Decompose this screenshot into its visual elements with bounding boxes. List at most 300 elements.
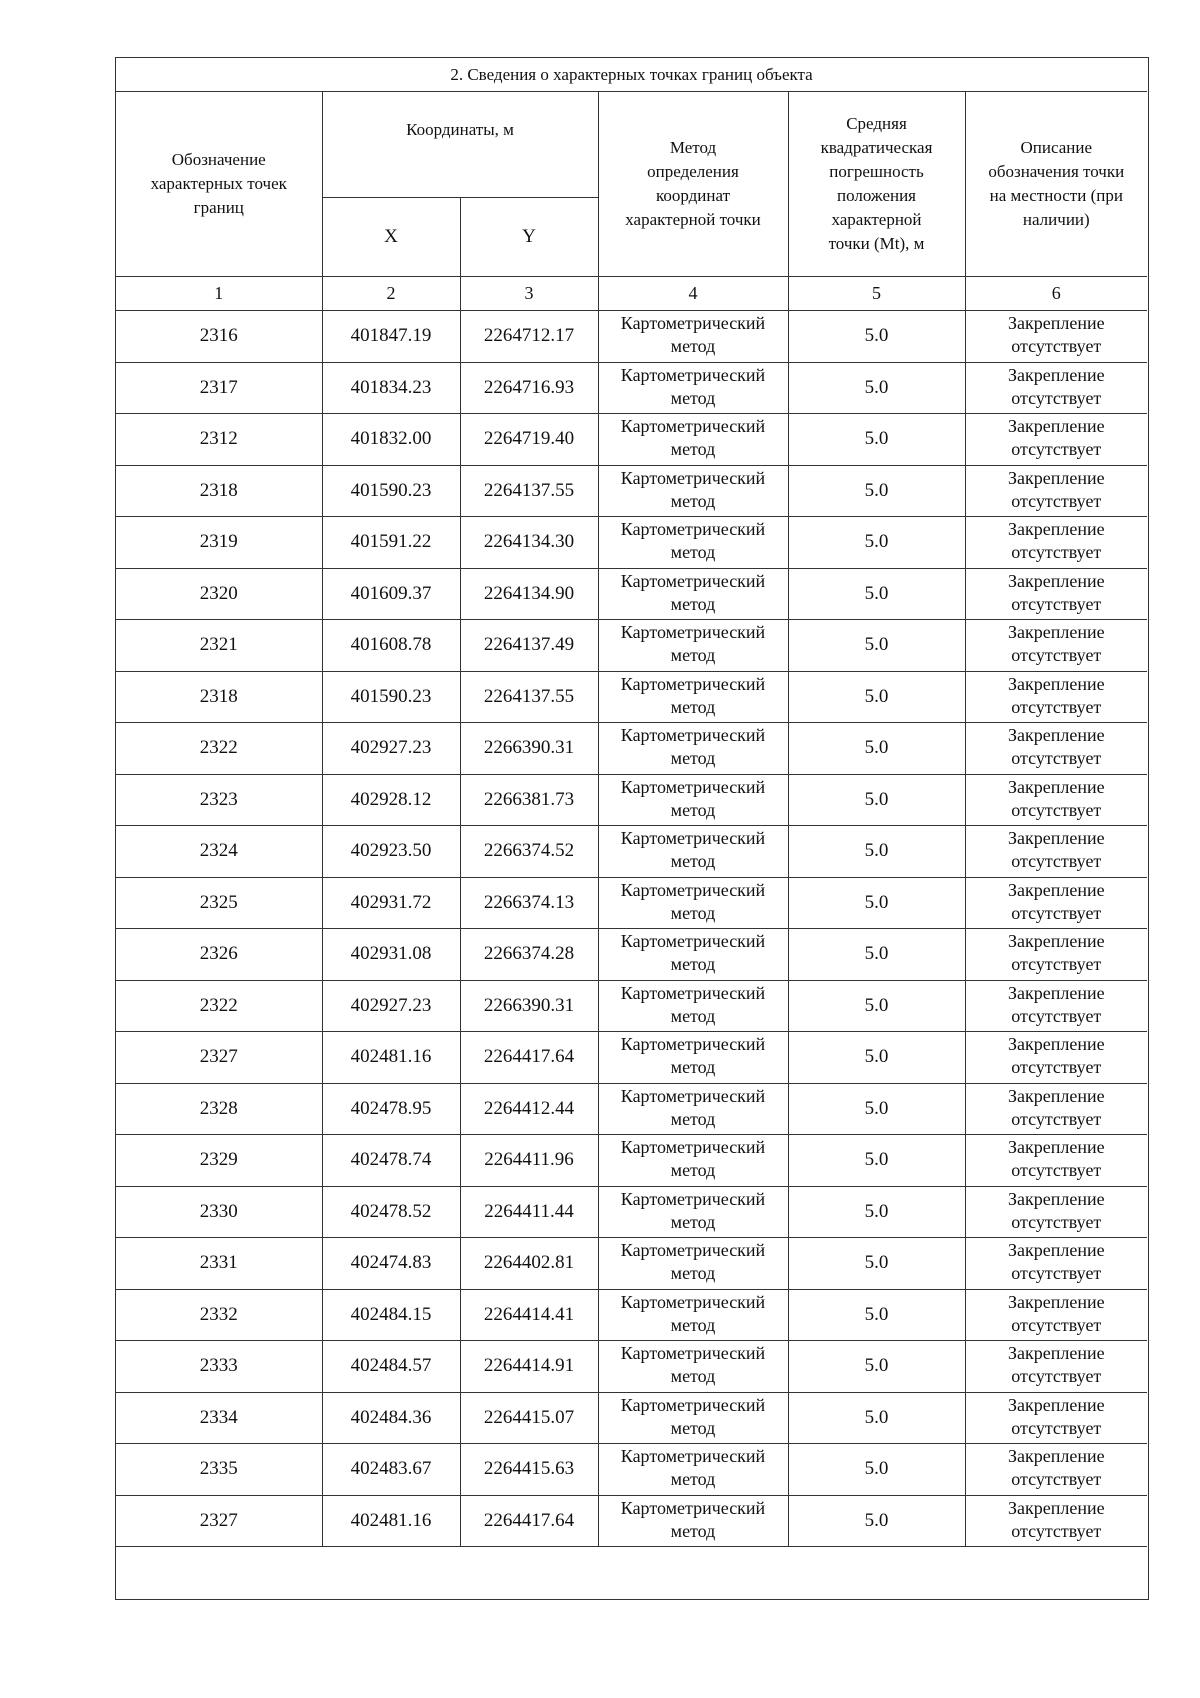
description-cell-line: Закрепление (1007, 1240, 1105, 1260)
accuracy-cell: 5.0 (788, 465, 965, 517)
description-cell-line: отсутствует (1011, 1469, 1102, 1489)
accuracy-cell: 5.0 (788, 980, 965, 1032)
point-number: 2317 (116, 362, 322, 414)
header-description-line: наличии) (1022, 210, 1090, 229)
description-cell-line: отсутствует (1011, 1005, 1102, 1026)
coordinate-x: 401609.37 (322, 568, 460, 620)
coordinate-y: 2264716.93 (460, 362, 598, 414)
table-row (116, 671, 1147, 723)
description-cell (965, 1083, 1147, 1135)
table-row (116, 980, 1147, 1032)
method-cell-line: Картометрический (620, 1034, 766, 1054)
description-cell-line: отсутствует (1011, 954, 1102, 974)
method-cell (598, 620, 788, 672)
coordinate-x: 401590.23 (322, 465, 460, 517)
description-cell-line: отсутствует (1011, 1366, 1102, 1386)
method-cell-line: метод (670, 851, 716, 871)
method-cell-line: метод (670, 1520, 716, 1541)
description-cell-line: Закрепление (1007, 828, 1105, 848)
description-cell-line: отсутствует (1011, 1108, 1102, 1129)
description-cell-line: отсутствует (1011, 1211, 1102, 1232)
method-cell-line: метод (670, 902, 716, 923)
point-number: 2326 (116, 929, 322, 981)
header-coordinates: Координаты, м (322, 92, 598, 198)
method-cell-line: Картометрический (620, 673, 766, 694)
coordinate-y: 2266390.31 (460, 980, 598, 1032)
method-cell-line: Картометрический (620, 570, 766, 591)
description-cell (965, 311, 1147, 363)
description-cell-line: Закрепление (1007, 519, 1105, 539)
description-cell-line: Закрепление (1007, 364, 1105, 385)
point-number: 2320 (116, 568, 322, 620)
method-cell-line: метод (670, 387, 716, 408)
point-number: 2312 (116, 414, 322, 466)
coordinate-y: 2264719.40 (460, 414, 598, 466)
description-cell (965, 1032, 1147, 1084)
method-cell-line: метод (670, 954, 716, 974)
accuracy-cell: 5.0 (788, 1083, 965, 1135)
point-number: 2333 (116, 1341, 322, 1393)
method-cell (598, 877, 788, 929)
table-row (116, 362, 1147, 414)
point-number: 2324 (116, 826, 322, 878)
description-cell-line: отсутствует (1011, 1314, 1102, 1335)
method-cell-line: Картометрический (620, 828, 766, 848)
coordinate-y: 2264414.91 (460, 1341, 598, 1393)
method-cell (598, 1444, 788, 1496)
header-description (965, 92, 1147, 277)
description-cell (965, 1495, 1147, 1547)
table-row (116, 877, 1147, 929)
header-x: X (322, 198, 460, 277)
method-cell-line: Картометрический (620, 364, 766, 385)
description-cell-line: Закрепление (1007, 1291, 1105, 1312)
coordinate-y: 2264134.30 (460, 517, 598, 569)
coordinate-x: 401608.78 (322, 620, 460, 672)
description-cell-line: отсутствует (1011, 336, 1102, 356)
description-cell (965, 1341, 1147, 1393)
coordinate-x: 402483.67 (322, 1444, 460, 1496)
method-cell (598, 517, 788, 569)
accuracy-cell: 5.0 (788, 1341, 965, 1393)
header-row (116, 92, 1147, 198)
accuracy-cell: 5.0 (788, 362, 965, 414)
coordinate-x: 401590.23 (322, 671, 460, 723)
accuracy-cell: 5.0 (788, 1186, 965, 1238)
coordinate-y: 2264411.96 (460, 1135, 598, 1187)
coordinate-y: 2264137.55 (460, 465, 598, 517)
table-body (116, 311, 1147, 1547)
column-number: 6 (965, 277, 1147, 311)
header-designation (116, 92, 322, 277)
point-number: 2334 (116, 1392, 322, 1444)
method-cell-line: метод (670, 1263, 716, 1283)
method-cell-line: метод (670, 542, 716, 562)
description-cell-line: отсутствует (1011, 542, 1102, 562)
description-cell-line: отсутствует (1011, 902, 1102, 923)
description-cell-line: отсутствует (1011, 1417, 1102, 1438)
method-cell-line: метод (670, 1160, 716, 1180)
description-cell (965, 517, 1147, 569)
method-cell-line: Картометрический (620, 725, 766, 745)
method-cell-line: Картометрический (620, 1240, 766, 1260)
method-cell (598, 465, 788, 517)
coordinate-y: 2264415.07 (460, 1392, 598, 1444)
description-cell-line: Закрепление (1007, 1446, 1105, 1466)
description-cell-line: Закрепление (1007, 313, 1105, 333)
header-method-line: координат (655, 186, 731, 205)
method-cell-line: метод (670, 1211, 716, 1232)
table-row (116, 929, 1147, 981)
method-cell-line: метод (670, 645, 716, 665)
table-row (116, 517, 1147, 569)
coordinate-y: 2264415.63 (460, 1444, 598, 1496)
point-number: 2328 (116, 1083, 322, 1135)
description-cell-line: отсутствует (1011, 1263, 1102, 1283)
table-row (116, 1186, 1147, 1238)
table-row (116, 1341, 1147, 1393)
method-cell-line: Картометрический (620, 1137, 766, 1157)
header-accuracy-line: Средняя (846, 114, 907, 133)
description-cell-line: Закрепление (1007, 1394, 1105, 1415)
accuracy-cell: 5.0 (788, 517, 965, 569)
method-cell-line: Картометрический (620, 1188, 766, 1209)
description-cell-line: отсутствует (1011, 490, 1102, 511)
accuracy-cell: 5.0 (788, 414, 965, 466)
description-cell-line: отсутствует (1011, 799, 1102, 820)
table-caption: 2. Сведения о характерных точках границ объекта (116, 58, 1147, 92)
method-cell (598, 414, 788, 466)
header-accuracy (788, 92, 965, 277)
method-cell-line: Картометрический (620, 1446, 766, 1466)
method-cell (598, 671, 788, 723)
description-cell-line: отсутствует (1011, 387, 1102, 408)
description-cell-line: Закрепление (1007, 776, 1105, 797)
method-cell (598, 826, 788, 878)
coordinate-x: 401591.22 (322, 517, 460, 569)
description-cell (965, 1392, 1147, 1444)
header-designation-line: границ (193, 198, 244, 217)
header-method-line: Метод (669, 138, 717, 157)
coordinate-x: 402478.74 (322, 1135, 460, 1187)
coordinate-y: 2264414.41 (460, 1289, 598, 1341)
accuracy-cell: 5.0 (788, 620, 965, 672)
description-cell (965, 826, 1147, 878)
table-row (116, 1032, 1147, 1084)
column-number: 2 (322, 277, 460, 311)
point-number: 2332 (116, 1289, 322, 1341)
description-cell-line: отсутствует (1011, 1057, 1102, 1077)
method-cell (598, 568, 788, 620)
method-cell-line: Картометрический (620, 1085, 766, 1106)
method-cell-line: метод (670, 1108, 716, 1129)
method-cell-line: метод (670, 1469, 716, 1489)
coordinate-y: 2264137.49 (460, 620, 598, 672)
method-cell-line: Картометрический (620, 1291, 766, 1312)
coordinate-x: 402484.57 (322, 1341, 460, 1393)
method-cell (598, 1083, 788, 1135)
description-cell-line: Закрепление (1007, 673, 1105, 694)
description-cell-line: Закрепление (1007, 1085, 1105, 1106)
description-cell-line: отсутствует (1011, 593, 1102, 614)
header-accuracy-line: квадратическая (820, 138, 933, 157)
table-row (116, 1289, 1147, 1341)
method-cell-line: метод (670, 1417, 716, 1438)
coordinate-x: 402478.52 (322, 1186, 460, 1238)
accuracy-cell: 5.0 (788, 1135, 965, 1187)
description-cell-line: Закрепление (1007, 622, 1105, 642)
point-number: 2323 (116, 774, 322, 826)
description-cell-line: Закрепление (1007, 570, 1105, 591)
description-cell-line: Закрепление (1007, 982, 1105, 1003)
table-row (116, 568, 1147, 620)
description-cell (965, 877, 1147, 929)
method-cell-line: метод (670, 593, 716, 614)
description-cell (965, 362, 1147, 414)
header-accuracy-line: точки (Mt), м (828, 234, 925, 253)
method-cell-line: Картометрический (620, 776, 766, 797)
table-row (116, 1135, 1147, 1187)
description-cell-line: отсутствует (1011, 439, 1102, 459)
description-cell (965, 1289, 1147, 1341)
coordinate-x: 402478.95 (322, 1083, 460, 1135)
table-row (116, 311, 1147, 363)
description-cell-line: Закрепление (1007, 1137, 1105, 1157)
description-cell (965, 1238, 1147, 1290)
column-number: 5 (788, 277, 965, 311)
method-cell (598, 723, 788, 775)
description-cell (965, 465, 1147, 517)
point-number: 2327 (116, 1032, 322, 1084)
table-row (116, 1495, 1147, 1547)
description-cell-line: отсутствует (1011, 696, 1102, 717)
method-cell-line: метод (670, 336, 716, 356)
method-cell (598, 311, 788, 363)
accuracy-cell: 5.0 (788, 774, 965, 826)
method-cell-line: метод (670, 1057, 716, 1077)
point-number: 2318 (116, 671, 322, 723)
description-cell-line: отсутствует (1011, 851, 1102, 871)
point-number: 2322 (116, 980, 322, 1032)
table-row (116, 826, 1147, 878)
method-cell-line: Картометрический (620, 1394, 766, 1415)
description-cell-line: Закрепление (1007, 1343, 1105, 1363)
table-row (116, 1444, 1147, 1496)
method-cell-line: Картометрический (620, 879, 766, 900)
method-cell-line: Картометрический (620, 416, 766, 436)
header-y: Y (460, 198, 598, 277)
column-number: 3 (460, 277, 598, 311)
method-cell (598, 1495, 788, 1547)
accuracy-cell: 5.0 (788, 1392, 965, 1444)
method-cell-line: Картометрический (620, 519, 766, 539)
accuracy-cell: 5.0 (788, 671, 965, 723)
coordinate-y: 2264412.44 (460, 1083, 598, 1135)
coordinate-y: 2266374.28 (460, 929, 598, 981)
method-cell (598, 980, 788, 1032)
coordinate-y: 2266390.31 (460, 723, 598, 775)
header-description-line: обозначения точки (988, 162, 1125, 181)
method-cell-line: метод (670, 748, 716, 768)
coordinate-y: 2264417.64 (460, 1495, 598, 1547)
column-number: 4 (598, 277, 788, 311)
point-number: 2329 (116, 1135, 322, 1187)
coordinate-x: 401834.23 (322, 362, 460, 414)
description-cell (965, 723, 1147, 775)
description-cell-line: Закрепление (1007, 1188, 1105, 1209)
method-cell (598, 1289, 788, 1341)
header-description-line: Описание (1020, 138, 1093, 157)
document-sheet (115, 57, 1149, 1600)
point-number: 2318 (116, 465, 322, 517)
header-accuracy-line: положения (836, 186, 916, 205)
description-cell (965, 1444, 1147, 1496)
coordinate-x: 401832.00 (322, 414, 460, 466)
description-cell-line: Закрепление (1007, 416, 1105, 436)
description-cell (965, 414, 1147, 466)
coordinate-y: 2266374.52 (460, 826, 598, 878)
method-cell-line: Картометрический (620, 1343, 766, 1363)
table-row (116, 465, 1147, 517)
column-numbers-row (116, 277, 1147, 311)
point-number: 2327 (116, 1495, 322, 1547)
coordinate-x: 402931.08 (322, 929, 460, 981)
coordinate-y: 2264417.64 (460, 1032, 598, 1084)
method-cell (598, 1392, 788, 1444)
point-number: 2325 (116, 877, 322, 929)
method-cell-line: Картометрический (620, 931, 766, 951)
header-description-line: на местности (при (989, 186, 1123, 205)
description-cell (965, 671, 1147, 723)
coordinate-y: 2264411.44 (460, 1186, 598, 1238)
coordinate-x: 402931.72 (322, 877, 460, 929)
accuracy-cell: 5.0 (788, 723, 965, 775)
header-method-line: характерной точки (625, 210, 761, 229)
coordinate-x: 402928.12 (322, 774, 460, 826)
description-cell-line: отсутствует (1011, 1520, 1102, 1541)
description-cell (965, 568, 1147, 620)
table-caption-row (116, 58, 1147, 92)
point-number: 2322 (116, 723, 322, 775)
description-cell-line: Закрепление (1007, 467, 1105, 488)
method-cell-line: Картометрический (620, 313, 766, 333)
description-cell (965, 774, 1147, 826)
coordinate-x: 402484.36 (322, 1392, 460, 1444)
method-cell (598, 1238, 788, 1290)
table-row (116, 620, 1147, 672)
method-cell-line: метод (670, 1005, 716, 1026)
point-number: 2330 (116, 1186, 322, 1238)
description-cell (965, 1186, 1147, 1238)
method-cell-line: метод (670, 490, 716, 511)
header-method-line: определения (647, 162, 739, 181)
column-number: 1 (116, 277, 322, 311)
coordinate-y: 2264134.90 (460, 568, 598, 620)
method-cell-line: Картометрический (620, 622, 766, 642)
coordinate-x: 402484.15 (322, 1289, 460, 1341)
method-cell (598, 929, 788, 981)
header-method (598, 92, 788, 277)
coordinate-x: 402923.50 (322, 826, 460, 878)
coordinate-y: 2264137.55 (460, 671, 598, 723)
accuracy-cell: 5.0 (788, 311, 965, 363)
description-cell (965, 980, 1147, 1032)
method-cell (598, 774, 788, 826)
description-cell (965, 620, 1147, 672)
method-cell (598, 362, 788, 414)
coordinate-x: 402481.16 (322, 1495, 460, 1547)
coordinate-x: 402474.83 (322, 1238, 460, 1290)
point-number: 2321 (116, 620, 322, 672)
method-cell (598, 1135, 788, 1187)
point-number: 2335 (116, 1444, 322, 1496)
method-cell-line: метод (670, 799, 716, 820)
header-accuracy-line: погрешность (829, 162, 924, 181)
coordinate-x: 401847.19 (322, 311, 460, 363)
point-number: 2331 (116, 1238, 322, 1290)
accuracy-cell: 5.0 (788, 568, 965, 620)
description-cell-line: Закрепление (1007, 879, 1105, 900)
method-cell-line: метод (670, 696, 716, 717)
description-cell-line: отсутствует (1011, 645, 1102, 665)
table-row (116, 1238, 1147, 1290)
coordinate-y: 2266374.13 (460, 877, 598, 929)
method-cell-line: Картометрический (620, 982, 766, 1003)
coordinate-y: 2264712.17 (460, 311, 598, 363)
table-row (116, 1083, 1147, 1135)
table-row (116, 774, 1147, 826)
point-number: 2316 (116, 311, 322, 363)
coordinate-y: 2266381.73 (460, 774, 598, 826)
description-cell-line: Закрепление (1007, 1034, 1105, 1054)
accuracy-cell: 5.0 (788, 929, 965, 981)
accuracy-cell: 5.0 (788, 877, 965, 929)
boundary-points-table (116, 58, 1147, 1547)
method-cell (598, 1186, 788, 1238)
header-designation-line: Обозначение (171, 150, 266, 169)
method-cell-line: метод (670, 1366, 716, 1386)
table-row (116, 723, 1147, 775)
header-designation-line: характерных точек (150, 174, 287, 193)
accuracy-cell: 5.0 (788, 1444, 965, 1496)
method-cell-line: Картометрический (620, 467, 766, 488)
description-cell (965, 1135, 1147, 1187)
method-cell (598, 1032, 788, 1084)
coordinate-x: 402927.23 (322, 723, 460, 775)
accuracy-cell: 5.0 (788, 1495, 965, 1547)
header-accuracy-line: характерной (831, 210, 922, 229)
method-cell-line: метод (670, 439, 716, 459)
description-cell-line: отсутствует (1011, 1160, 1102, 1180)
accuracy-cell: 5.0 (788, 1289, 965, 1341)
method-cell (598, 1341, 788, 1393)
description-cell-line: Закрепление (1007, 1497, 1105, 1518)
accuracy-cell: 5.0 (788, 1032, 965, 1084)
description-cell-line: Закрепление (1007, 931, 1105, 951)
point-number: 2319 (116, 517, 322, 569)
method-cell-line: Картометрический (620, 1497, 766, 1518)
description-cell-line: отсутствует (1011, 748, 1102, 768)
coordinate-y: 2264402.81 (460, 1238, 598, 1290)
coordinate-x: 402927.23 (322, 980, 460, 1032)
description-cell (965, 929, 1147, 981)
accuracy-cell: 5.0 (788, 826, 965, 878)
accuracy-cell: 5.0 (788, 1238, 965, 1290)
method-cell-line: метод (670, 1314, 716, 1335)
table-row (116, 1392, 1147, 1444)
description-cell-line: Закрепление (1007, 725, 1105, 745)
table-row (116, 414, 1147, 466)
